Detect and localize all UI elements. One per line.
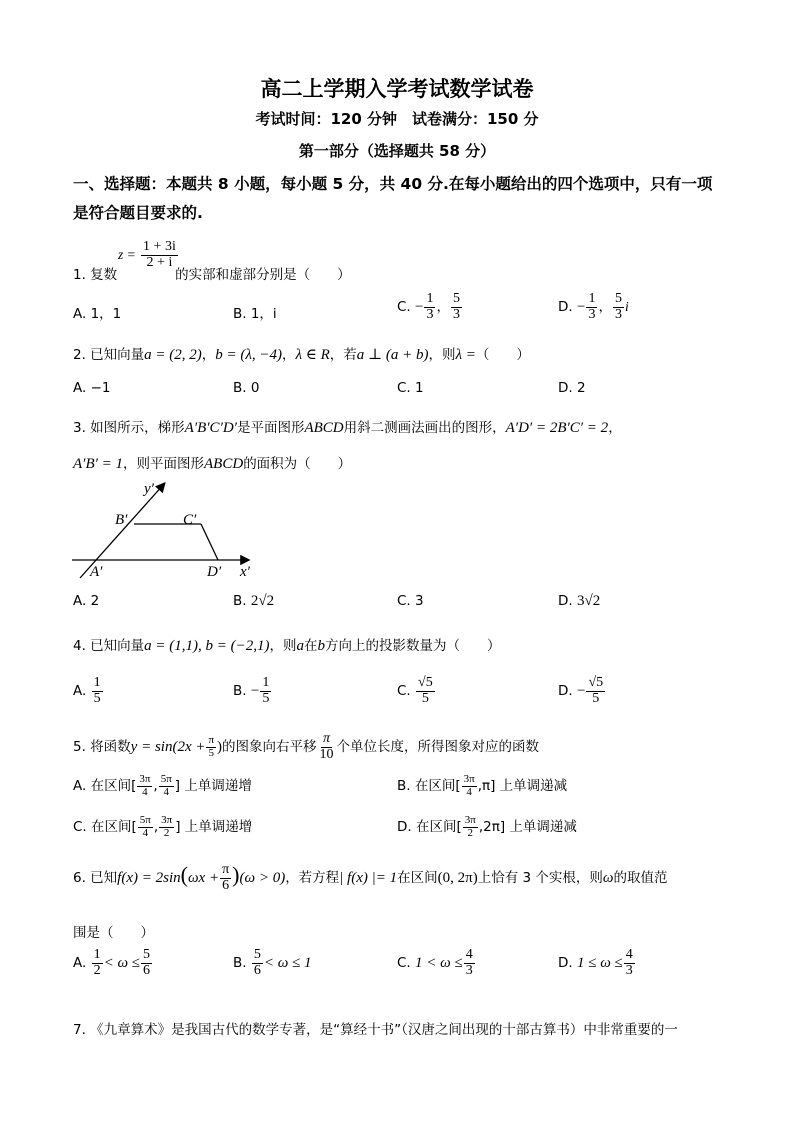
q1-formula: z = $\frac{1 + 3i}{2 + i}$ (118, 239, 176, 270)
q3-option-d[interactable]: D. 3√2 (558, 593, 601, 609)
exam-title: 高二上学期入学考试数学试卷 (260, 77, 534, 101)
q1-option-d[interactable]: D. − $\frac{1}{3}$ ， $\frac{5}{3}$ i (558, 291, 629, 322)
q2-option-a[interactable]: A. −1 (73, 380, 111, 396)
q5-option-d[interactable]: D. 在区间[ $\frac{3\pi}{2}$ ,2π] 上单调递减 (397, 814, 577, 839)
question-6-cont: 围是（ ） (73, 925, 154, 941)
label-a: A′ (90, 564, 103, 580)
q5-option-b[interactable]: B. 在区间[ $\frac{3\pi}{4}$ ,π] 上单调递减 (397, 773, 568, 798)
q4-option-c[interactable]: C. $\frac{√5}{5}$ (397, 675, 433, 706)
q4-option-b[interactable]: B. − $\frac{1}{5}$ (233, 675, 270, 706)
q1-option-a[interactable]: A. 1，1 (73, 306, 122, 322)
question-3-cont: A′B′ = 1，则平面图形ABCD的面积为（ ） (73, 456, 352, 472)
label-x: x′ (240, 564, 250, 580)
q1-option-c[interactable]: C. − $\frac{1}{3}$ ， $\frac{5}{3}$ (397, 291, 460, 322)
q4-option-d[interactable]: D. − $\frac{√5}{5}$ (558, 675, 604, 706)
question-4: 4. 已知向量a = (1,1), b = (−2,1)，则a在b方向上的投影数量为（ ） (73, 638, 501, 654)
section-heading: 一、选择题：本题共 8 小题，每小题 5 分，共 40 分.在每小题给出的四个选项中，只有一项 (73, 175, 713, 193)
q2-option-c[interactable]: C. 1 (397, 380, 424, 396)
q4-option-a[interactable]: A. $\frac{1}{5}$ (73, 675, 101, 706)
question-6: 6. 已知f(x) = 2sin(ωx + $\frac{\pi}{6}$ )(ω > 0)，若方程| f(x) |= 1在区间(0, 2π)上恰有 3 个实根，则ω的取值范 (73, 861, 668, 893)
q6-option-b[interactable]: B. $\frac{5}{6}$ < ω ≤ 1 (233, 947, 312, 978)
question-1: 1. 复数 的实部和虚部分别是（ ） (73, 267, 351, 283)
q6-option-c[interactable]: C. 1 < ω ≤ $\frac{4}{3}$ (397, 947, 473, 978)
question-5: 5. 将函数y = sin(2x + $\frac{\pi}{5}$ )的图象向右平移 $\frac{\pi}{10}$ 个单位长度，所得图象对应的函数 (73, 731, 540, 762)
section-heading-cont: 是符合题目要求的. (73, 204, 203, 222)
q2-option-b[interactable]: B. 0 (233, 380, 260, 396)
part-heading: 第一部分（选择题共 58 分） (298, 142, 496, 160)
label-d: D′ (207, 564, 222, 580)
label-c: C′ (183, 512, 197, 528)
label-y: y′ (144, 481, 154, 497)
q5-option-a[interactable]: A. 在区间[ $\frac{3\pi}{4}$ , $\frac{5\pi}{4}$ ] 上单调递增 (73, 773, 252, 798)
q3-option-c[interactable]: C. 3 (397, 593, 424, 609)
q3-trapezoid-figure (68, 474, 268, 586)
q5-option-c[interactable]: C. 在区间[ $\frac{5\pi}{4}$ , $\frac{3\pi}{2}$ ] 上单调递增 (73, 814, 253, 839)
question-2: 2. 已知向量a = (2, 2)，b = (λ, −4)，λ ∈ R，若a ⊥ (a + b)，则λ =（ ） (73, 347, 530, 363)
exam-meta: 考试时间：120 分钟 试卷满分：150 分 (255, 110, 539, 128)
q2-option-d[interactable]: D. 2 (558, 380, 586, 396)
q1-option-b[interactable]: B. 1，i (233, 306, 277, 322)
q3-option-a[interactable]: A. 2 (73, 593, 100, 609)
question-7: 7. 《九章算术》是我国古代的数学专著，是“算经十书”（汉唐之间出现的十部古算书）中非常重要的一 (73, 1022, 678, 1038)
q6-option-a[interactable]: A. $\frac{1}{2}$ < ω ≤ $\frac{5}{6}$ (73, 947, 151, 978)
question-3: 3. 如图所示，梯形A′B′C′D′是平面图形ABCD用斜二测画法画出的图形，A′D′ = 2B′C′ = 2， (73, 420, 622, 436)
label-b: B′ (115, 512, 128, 528)
q3-option-b[interactable]: B. 2√2 (233, 593, 275, 609)
trapezoid-right-edge (201, 524, 218, 560)
q6-option-d[interactable]: D. 1 ≤ ω ≤ $\frac{4}{3}$ (558, 947, 633, 978)
